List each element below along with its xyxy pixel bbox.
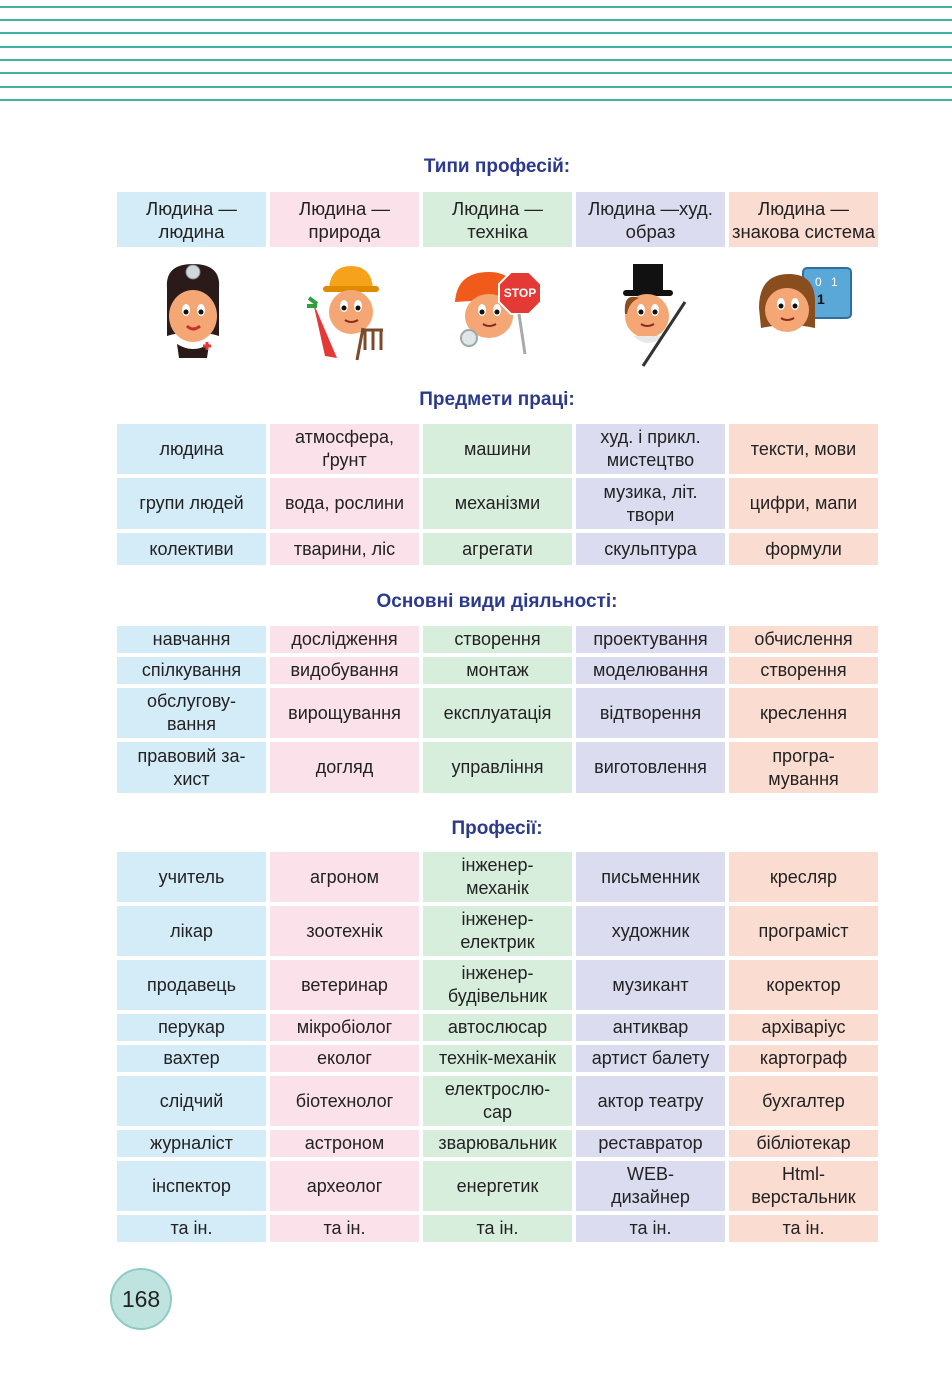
professions-cell: мікробіолог: [270, 1014, 419, 1041]
subjects-table: [117, 424, 878, 565]
professions-cell: інженер- будівельник: [423, 960, 572, 1010]
activities-cell: монтаж: [423, 657, 572, 684]
subjects-cell: колективи: [117, 533, 266, 565]
subjects-cell: цифри, мапи: [729, 478, 878, 529]
activities-cell: створення: [423, 626, 572, 653]
activities-cell: створення: [729, 657, 878, 684]
professions-cell: та ін.: [729, 1215, 878, 1242]
activities-cell: проектування: [576, 626, 725, 653]
subjects-cell: людина: [117, 424, 266, 474]
professions-cell: астроном: [270, 1130, 419, 1157]
professions-cell: WEB- дизайнер: [576, 1161, 725, 1211]
professions-cell: та ін.: [270, 1215, 419, 1242]
professions-cell: програміст: [729, 906, 878, 956]
activities-cell: догляд: [270, 742, 419, 793]
professions-cell: вахтер: [117, 1045, 266, 1072]
professions-cell: технік-механік: [423, 1045, 572, 1072]
professions-cell: артист балету: [576, 1045, 725, 1072]
subjects-cell: механізми: [423, 478, 572, 529]
activities-cell: експлуатація: [423, 688, 572, 738]
character-icons-row: [117, 258, 878, 368]
subjects-cell: худ. і прикл. мистецтво: [576, 424, 725, 474]
activities-cell: креслення: [729, 688, 878, 738]
type-cell: Людина —худ. образ: [576, 192, 725, 247]
section-title-activities: Основні види діяльності:: [376, 591, 618, 612]
professions-cell: бухгалтер: [729, 1076, 878, 1126]
doctor-character-icon: [155, 258, 231, 364]
types-table: [117, 192, 878, 247]
subjects-cell: тексти, мови: [729, 424, 878, 474]
activities-cell: дослідження: [270, 626, 419, 653]
professions-cell: лікар: [117, 906, 266, 956]
professions-cell: еколог: [270, 1045, 419, 1072]
activities-cell: вирощування: [270, 688, 419, 738]
type-cell: Людина — людина: [117, 192, 266, 247]
activities-table: [117, 626, 878, 793]
professions-cell: художник: [576, 906, 725, 956]
professions-cell: археолог: [270, 1161, 419, 1211]
activities-cell: відтворення: [576, 688, 725, 738]
type-cell: Людина — природа: [270, 192, 419, 247]
professions-cell: зварювальник: [423, 1130, 572, 1157]
type-cell: Людина — техніка: [423, 192, 572, 247]
svg-text:1: 1: [817, 291, 825, 307]
professions-cell: актор театру: [576, 1076, 725, 1126]
professions-cell: музикант: [576, 960, 725, 1010]
activities-cell: видобування: [270, 657, 419, 684]
section-title-subjects: Предмети праці:: [419, 389, 575, 410]
svg-text:STOP: STOP: [503, 286, 537, 300]
subjects-cell: музика, літ. твори: [576, 478, 725, 529]
professions-cell: та ін.: [576, 1215, 725, 1242]
professions-cell: учитель: [117, 852, 266, 902]
professions-cell: антиквар: [576, 1014, 725, 1041]
professions-cell: інженер- механік: [423, 852, 572, 902]
subjects-cell: скульптура: [576, 533, 725, 565]
professions-cell: агроном: [270, 852, 419, 902]
traffic-worker-character-icon: [449, 258, 545, 358]
professions-cell: реставратор: [576, 1130, 725, 1157]
subjects-cell: атмосфера, ґрунт: [270, 424, 419, 474]
professions-cell: перукар: [117, 1014, 266, 1041]
professions-cell: та ін.: [117, 1215, 266, 1242]
professions-cell: біотехнолог: [270, 1076, 419, 1126]
subjects-cell: тварини, ліс: [270, 533, 419, 565]
professions-table: [117, 852, 878, 1242]
professions-cell: Html- верстальник: [729, 1161, 878, 1211]
professions-cell: енергетик: [423, 1161, 572, 1211]
gardener-character-icon: [303, 258, 393, 364]
activities-cell: програ- мування: [729, 742, 878, 793]
type-cell: Людина — знакова система: [729, 192, 878, 247]
professions-cell: автослюсар: [423, 1014, 572, 1041]
professions-cell: електрослю- сар: [423, 1076, 572, 1126]
subjects-cell: машини: [423, 424, 572, 474]
section-title-types: Типи професій:: [423, 156, 571, 177]
professions-cell: інженер- електрик: [423, 906, 572, 956]
activities-cell: обслугову- вання: [117, 688, 266, 738]
professions-cell: письменник: [576, 852, 725, 902]
professions-cell: архіваріус: [729, 1014, 878, 1041]
professions-cell: картограф: [729, 1045, 878, 1072]
activities-cell: обчислення: [729, 626, 878, 653]
activities-cell: правовий за- хист: [117, 742, 266, 793]
section-title-professions: Професії:: [451, 818, 543, 839]
professions-cell: слідчий: [117, 1076, 266, 1126]
activities-cell: моделювання: [576, 657, 725, 684]
subjects-cell: групи людей: [117, 478, 266, 529]
activities-cell: спілкування: [117, 657, 266, 684]
professions-cell: інспектор: [117, 1161, 266, 1211]
subjects-cell: агрегати: [423, 533, 572, 565]
professions-cell: коректор: [729, 960, 878, 1010]
professions-cell: та ін.: [423, 1215, 572, 1242]
professions-cell: журналіст: [117, 1130, 266, 1157]
header-rule-lines: [0, 0, 952, 110]
professions-cell: кресляр: [729, 852, 878, 902]
professions-cell: продавець: [117, 960, 266, 1010]
mathematician-character-icon: [753, 258, 857, 348]
professions-cell: ветеринар: [270, 960, 419, 1010]
page-number: 168: [110, 1268, 172, 1330]
magician-character-icon: [605, 258, 695, 368]
svg-text:0: 0: [815, 275, 822, 289]
subjects-cell: вода, рослини: [270, 478, 419, 529]
professions-cell: зоотехнік: [270, 906, 419, 956]
activities-cell: управління: [423, 742, 572, 793]
activities-cell: навчання: [117, 626, 266, 653]
professions-cell: бібліотекар: [729, 1130, 878, 1157]
activities-cell: виготовлення: [576, 742, 725, 793]
svg-text:1: 1: [831, 275, 838, 289]
subjects-cell: формули: [729, 533, 878, 565]
